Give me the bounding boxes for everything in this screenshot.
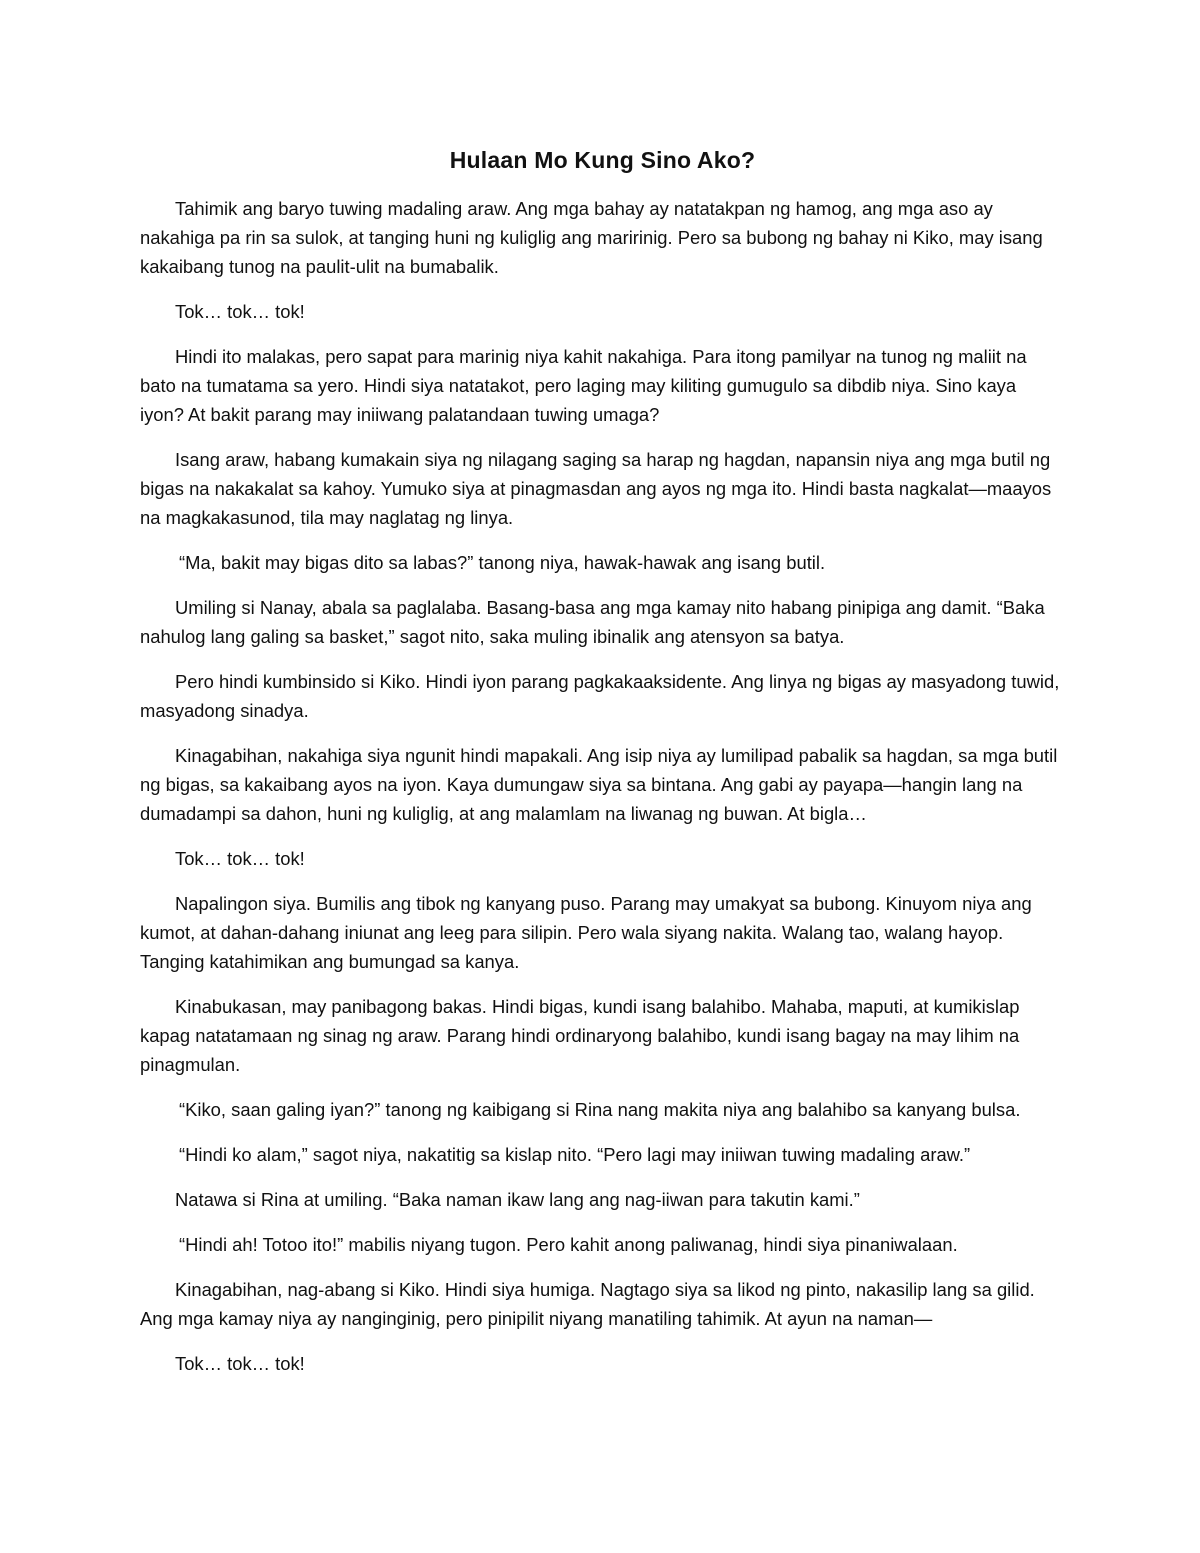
paragraph: Umiling si Nanay, abala sa paglalaba. Basang-basa ang mga kamay nito habang pinipiga ang damit. “Baka nahulog lang galing sa basket,” sagot nito, saka muling ibinalik ang atensyon sa batya.	[140, 597, 1045, 647]
paragraph: “Hindi ah! Totoo ito!” mabilis niyang tugon. Pero kahit anong paliwanag, hindi siya pinaniwalaan.	[179, 1234, 958, 1255]
paragraph: Hindi ito malakas, pero sapat para marinig niya kahit nakahiga. Para itong pamilyar na tunog ng maliit na bato na tumatama sa yero. Hindi siya natatakot, pero laging may kiliting gumugulo sa dibdib niya. Sino kaya iyon? At bakit parang may iniiwang palatandaan tuwing umaga?	[140, 346, 1027, 425]
paragraph: Tok… tok… tok!	[175, 848, 305, 869]
paragraph: “Ma, bakit may bigas dito sa labas?” tanong niya, hawak-hawak ang isang butil.	[179, 552, 826, 573]
paragraph: Tok… tok… tok!	[175, 1353, 305, 1374]
paragraph: “Kiko, saan galing iyan?” tanong ng kaibigang si Rina nang makita niya ang balahibo sa kanyang bulsa.	[179, 1099, 1021, 1120]
paragraph: Tahimik ang baryo tuwing madaling araw. Ang mga bahay ay natatakpan ng hamog, ang mga aso ay nakahiga pa rin sa sulok, at tanging huni ng kuliglig ang maririnig. Pero sa bubong ng bahay ni Kiko, may isang kakaibang tunog na paulit-ulit na bumabalik.	[140, 198, 1043, 277]
paragraph: Pero hindi kumbinsido si Kiko. Hindi iyon parang pagkakaaksidente. Ang linya ng bigas ay masyadong tuwid, masyadong sinadya.	[140, 671, 1060, 721]
document-title: Hulaan Mo Kung Sino Ako?	[449, 147, 756, 173]
paragraph: Kinagabihan, nakahiga siya ngunit hindi mapakali. Ang isip niya ay lumilipad pabalik sa hagdan, sa mga butil ng bigas, sa kakaibang ayos na iyon. Kaya dumungaw siya sa bintana. Ang gabi ay payapa—hangin lang na dumadampi sa dahon, huni ng kuliglig, at ang malamlam na liwanag ng buwan. At bigla…	[140, 745, 1058, 824]
paragraph: Kinagabihan, nag-abang si Kiko. Hindi siya humiga. Nagtago siya sa likod ng pinto, nakasilip lang sa gilid. Ang mga kamay niya ay nanginginig, pero pinipilit niyang manatiling tahimik. At ayun na naman—	[140, 1279, 1035, 1329]
paragraph: Napalingon siya. Bumilis ang tibok ng kanyang puso. Parang may umakyat sa bubong. Kinuyom niya ang kumot, at dahan-dahang iniunat ang leeg para silipin. Pero wala siyang nakita. Walang tao, walang hayop. Tanging katahimikan ang bumungad sa kanya.	[140, 893, 1032, 972]
paragraph: Kinabukasan, may panibagong bakas. Hindi bigas, kundi isang balahibo. Mahaba, maputi, at kumikislap kapag natatamaan ng sinag ng araw. Parang hindi ordinaryong balahibo, kundi isang bagay na may lihim na pinagmulan.	[140, 996, 1020, 1075]
paragraph: “Hindi ko alam,” sagot niya, nakatitig sa kislap nito. “Pero lagi may iniiwan tuwing madaling araw.”	[179, 1144, 971, 1165]
paragraph: Isang araw, habang kumakain siya ng nilagang saging sa harap ng hagdan, napansin niya ang mga butil ng bigas na nakakalat sa kahoy. Yumuko siya at pinagmasdan ang ayos ng mga ito. Hindi basta nagkalat—maayos na magkakasunod, tila may naglatag ng linya.	[140, 449, 1052, 528]
paragraph: Tok… tok… tok!	[175, 301, 305, 322]
document-body	[140, 144, 1065, 1394]
paragraph: Natawa si Rina at umiling. “Baka naman ikaw lang ang nag-iiwan para takutin kami.”	[175, 1189, 860, 1210]
